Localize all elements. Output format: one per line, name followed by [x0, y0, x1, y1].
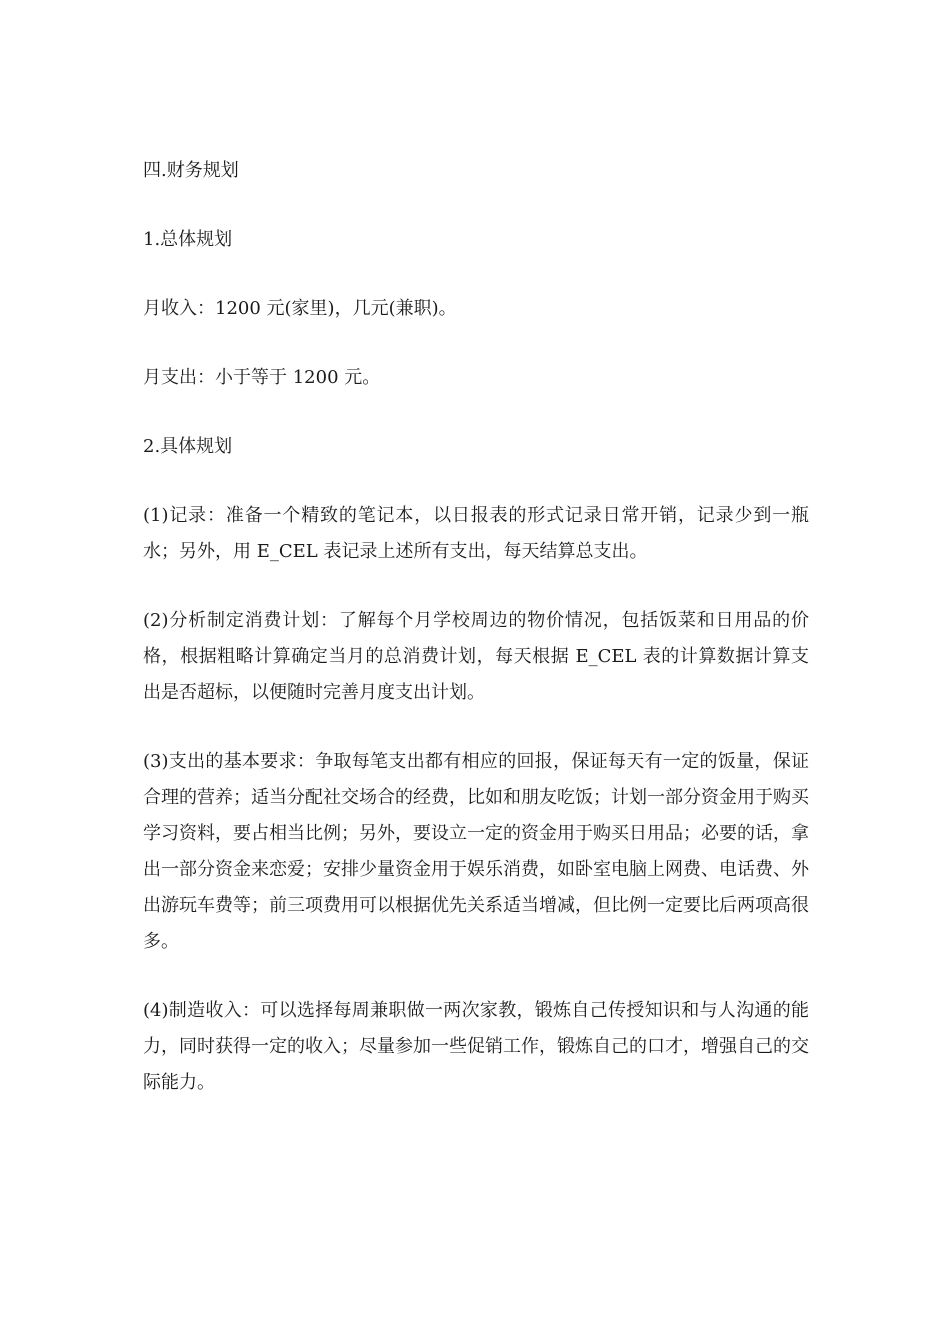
plan-item-requirements: (3)支出的基本要求：争取每笔支出都有相应的回报，保证每天有一定的饭量，保证合理的营养；适当分配社交场合的经费，比如和朋友吃饭；计划一部分资金用于购买学习资料，要占相当比例；另外，要设立一定的资金用于购买日用品；必要的话，拿出一部分资金来恋爱；安排少量资金用于娱乐消费，如卧室电脑上网费、电话费、外出游玩车费等；前三项费用可以根据优先关系适当增减，但比例一定要比后两项高很多。: [143, 751, 809, 952]
section-heading: 四.财务规划: [143, 160, 239, 181]
document-body: [143, 153, 809, 1134]
expense-line: 月支出：小于等于 1200 元。: [143, 367, 381, 388]
section2-title: 2.具体规划: [143, 436, 233, 457]
section1-title: 1.总体规划: [143, 229, 233, 250]
plan-item-analysis: (2)分析制定消费计划：了解每个月学校周边的物价情况，包括饭菜和日用品的价格，根据粗略计算确定当月的总消费计划，每天根据 E_CEL 表的计算数据计算支出是否超标，以便随时完善月度支出计划。: [143, 610, 809, 703]
plan-item-income: (4)制造收入：可以选择每周兼职做一两次家教，锻炼自己传授知识和与人沟通的能力，同时获得一定的收入；尽量参加一些促销工作，锻炼自己的口才，增强自己的交际能力。: [143, 1000, 809, 1093]
plan-item-record: (1)记录：准备一个精致的笔记本，以日报表的形式记录日常开销，记录少到一瓶水；另外，用 E_CEL 表记录上述所有支出，每天结算总支出。: [143, 505, 809, 562]
income-line: 月收入：1200 元(家里)，几元(兼职)。: [143, 298, 457, 319]
